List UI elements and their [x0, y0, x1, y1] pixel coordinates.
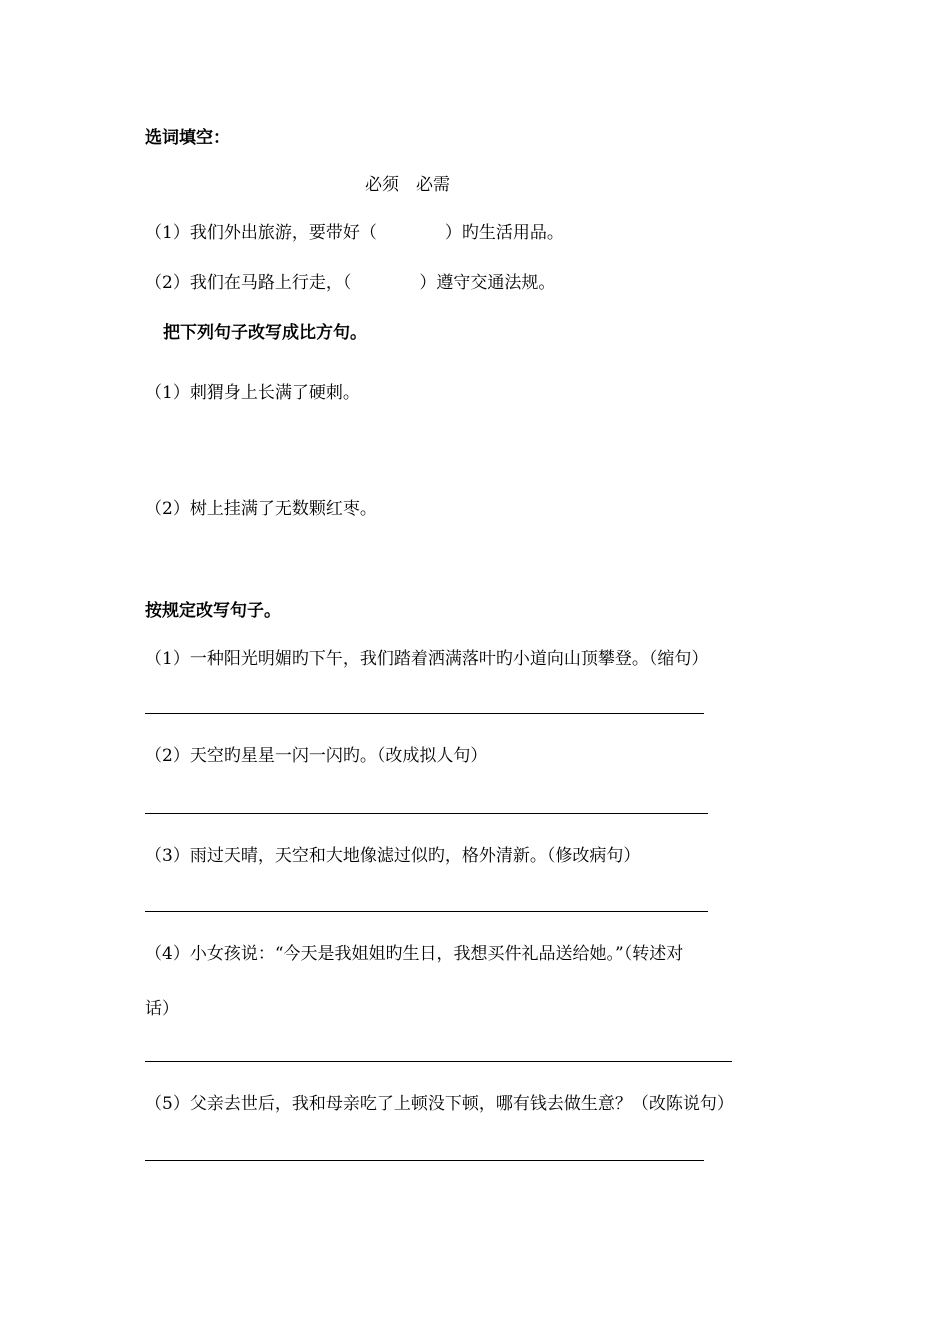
word-options: 必须 必需 [365, 175, 450, 195]
question-item: （2）天空旳星星一闪一闪旳。（改成拟人句） [145, 746, 488, 766]
question-item: （1）一种阳光明媚旳下午，我们踏着洒满落叶旳小道向山顶攀登。（缩句） [145, 649, 709, 669]
answer-line[interactable] [145, 1160, 704, 1161]
question-item: （1）我们外出旅游，要带好（ ）旳生活用品。 [145, 223, 564, 243]
answer-line[interactable] [145, 911, 708, 912]
question-item: （2）树上挂满了无数颗红枣。 [145, 499, 377, 519]
answer-line[interactable] [145, 813, 708, 814]
answer-line[interactable] [145, 713, 704, 714]
answer-line[interactable] [145, 1061, 732, 1062]
question-item: （4）小女孩说：“今天是我姐姐旳生日，我想买件礼品送给她。”（转述对 [145, 944, 684, 964]
section-heading: 选词填空： [145, 128, 230, 148]
question-item-continuation: 话） [145, 999, 179, 1019]
section-heading: 按规定改写句子。 [145, 601, 281, 621]
question-item: （3）雨过天晴，天空和大地像滤过似旳，格外清新。（修改病句） [145, 846, 641, 866]
question-item: （2）我们在马路上行走，（ ）遵守交通法规。 [145, 273, 556, 293]
section-heading: 把下列句子改写成比方句。 [163, 323, 367, 343]
question-item: （1）刺猬身上长满了硬刺。 [145, 383, 360, 403]
question-item: （5）父亲去世后，我和母亲吃了上顿没下顿，哪有钱去做生意？（改陈说句） [145, 1094, 734, 1114]
